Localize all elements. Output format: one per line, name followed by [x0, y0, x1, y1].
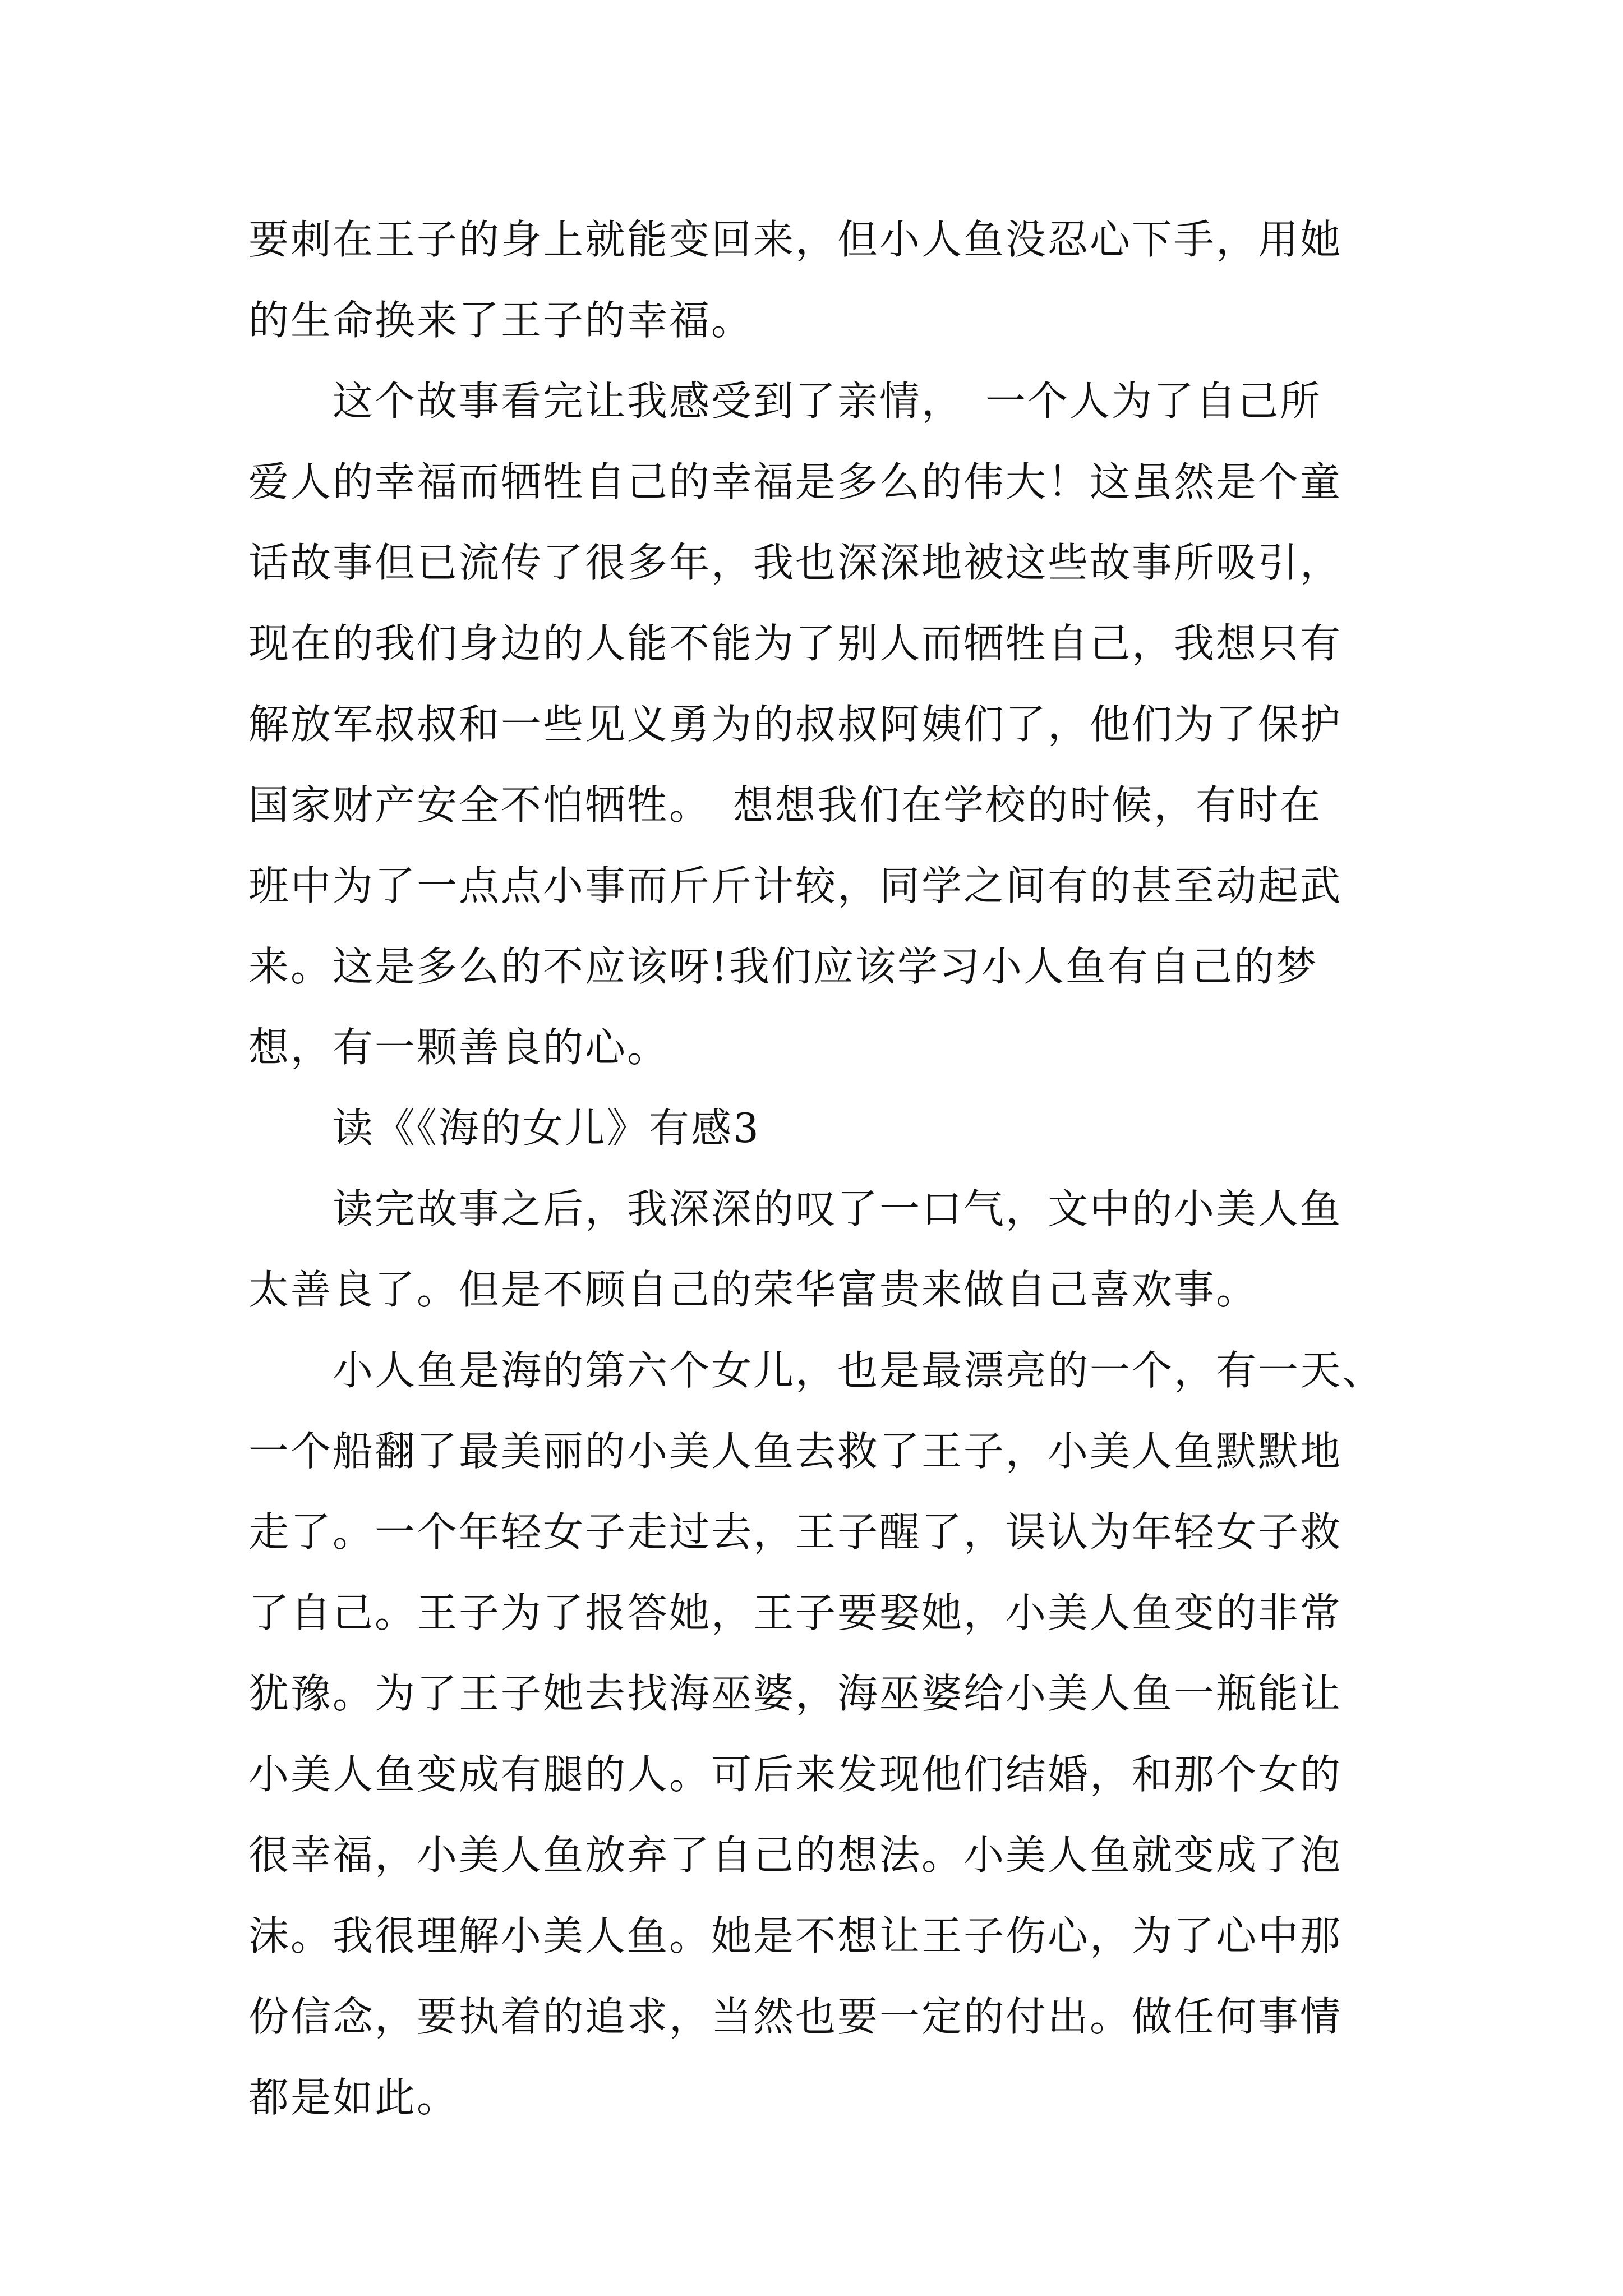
text-line: 了自己。王子为了报答她，王子要娶她，小美人鱼变的非常	[248, 1589, 1343, 1636]
text-line: 小美人鱼变成有腿的人。可后来发现他们结婚，和那个女的	[248, 1751, 1343, 1798]
text-line: 这个故事看完让我感受到了亲情， 一个人为了自己所	[248, 378, 1322, 425]
text-line: 小人鱼是海的第六个女儿，也是最漂亮的一个，有一天、	[248, 1347, 1385, 1394]
section-heading: 读《《海的女儿》有感3	[248, 1105, 760, 1152]
text-line: 的生命换来了王子的幸福。	[248, 297, 754, 344]
text-line: 沫。我很理解小美人鱼。她是不想让王子伤心，为了心中那	[248, 1912, 1343, 1959]
text-line: 一个船翻了最美丽的小美人鱼去救了王子，小美人鱼默默地	[248, 1428, 1343, 1475]
text-line: 话故事但已流传了很多年，我也深深地被这些故事所吸引，	[248, 539, 1343, 586]
text-line: 份信念，要执着的追求，当然也要一定的付出。做任何事情	[248, 1993, 1343, 2040]
text-line: 解放军叔叔和一些见义勇为的叔叔阿姨们了，他们为了保护	[248, 701, 1343, 748]
text-line: 很幸福，小美人鱼放弃了自己的想法。小美人鱼就变成了泡	[248, 1832, 1343, 1879]
text-line: 想，有一颗善良的心。	[248, 1024, 670, 1071]
text-line: 爱人的幸福而牺牲自己的幸福是多么的伟大！这虽然是个童	[248, 458, 1343, 505]
text-line: 犹豫。为了王子她去找海巫婆，海巫婆给小美人鱼一瓶能让	[248, 1670, 1343, 1717]
text-line: 国家财产安全不怕牺牲。 想想我们在学校的时候，有时在	[248, 781, 1322, 829]
text-line: 班中为了一点点小事而斤斤计较，同学之间有的甚至动起武	[248, 862, 1343, 909]
text-line: 要刺在王子的身上就能变回来，但小人鱼没忍心下手，用她	[248, 216, 1343, 263]
document-body	[248, 199, 1385, 2138]
text-line: 来。这是多么的不应该呀!我们应该学习小人鱼有自己的梦	[248, 943, 1318, 990]
text-line: 太善良了。但是不顾自己的荣华富贵来做自己喜欢事。	[248, 1266, 1258, 1313]
text-line: 走了。一个年轻女子走过去，王子醒了，误认为年轻女子救	[248, 1508, 1343, 1556]
text-line: 都是如此。	[248, 2074, 459, 2121]
text-line: 读完故事之后，我深深的叹了一口气，文中的小美人鱼	[248, 1185, 1343, 1232]
text-line: 现在的我们身边的人能不能为了别人而牺牲自己，我想只有	[248, 620, 1343, 667]
